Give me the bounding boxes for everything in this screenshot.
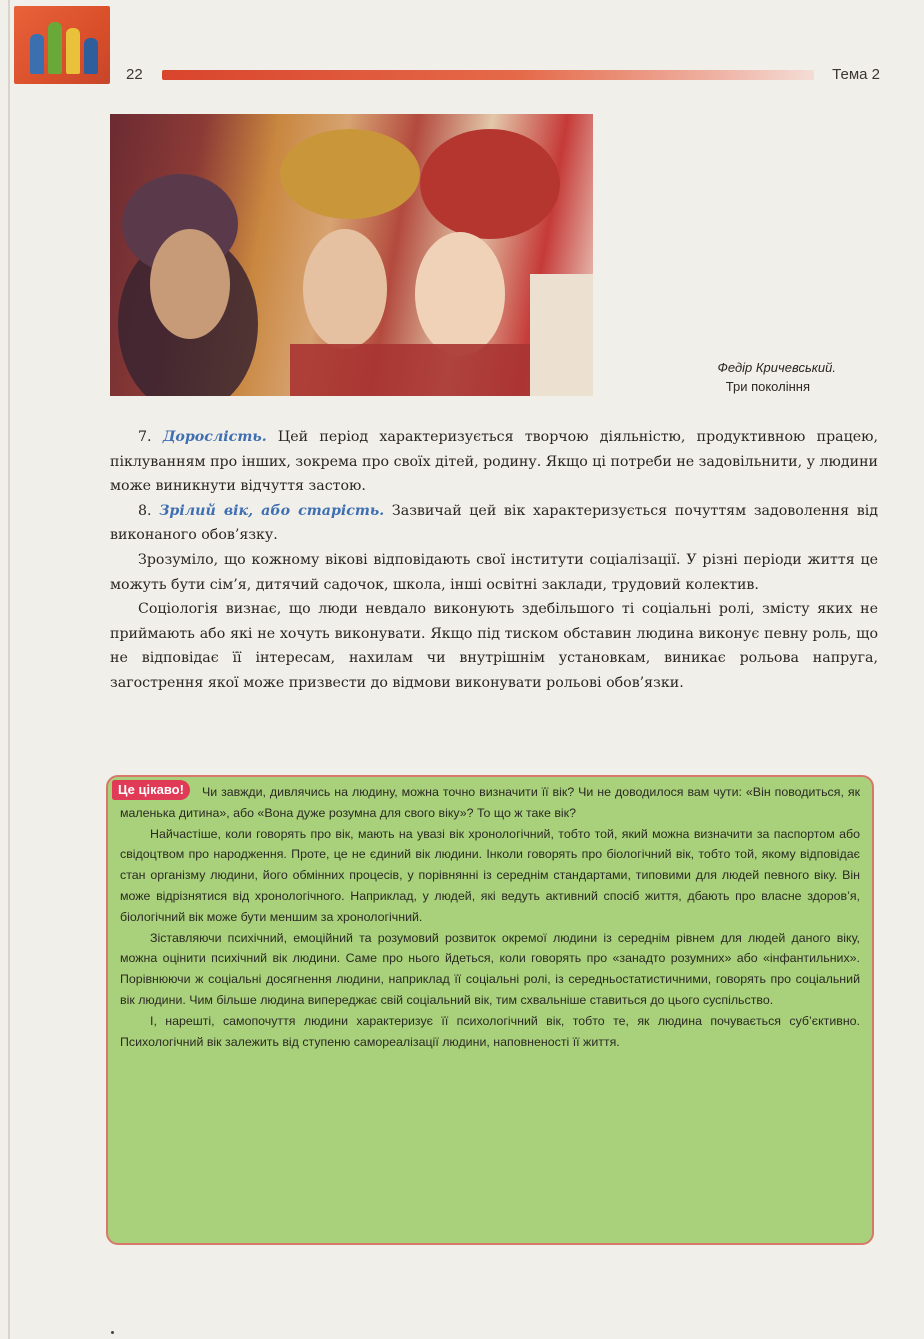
info-paragraph: І, нарешті, самопочуття людини характеризує її психологічний вік, тобто те, як людина почувається суб’єктивно. Психологічний вік залежить від ступеню самореалізації людини, наповненості її життя. — [120, 1013, 860, 1049]
item-text: Зазвичай цей вік характеризується почуттям задоволення від виконаного обов’язку. — [110, 502, 878, 544]
caption-title: Три покоління — [725, 379, 810, 394]
painting-caption — [600, 358, 836, 396]
painting-three-generations — [110, 114, 593, 396]
term-adulthood: Дорослість. — [162, 429, 267, 445]
caption-artist: Федір Кричевський. — [717, 360, 836, 375]
info-paragraph: Найчастіше, коли говорять про вік, мають на увазі вік хронологічний, тобто той, який можна визначити за паспортом або свідоцтвом про народження. Проте, це не єдиний вік людини. Інколи говорять про біологічний вік, тобто той, якому відповідає стан організму людини, його обмінних процесів, у порівнянні із середнім стандартами, типовими для людей певного віку. Він може відрізнятися від хронологічного. Наприклад, у людей, які ведуть активний спосіб життя, дбають про власне здоров’я, біологічний вік може бути меншим за хронологічний. — [120, 826, 860, 924]
info-paragraph: Зіставляючи психічний, емоційний та розумовий розвиток окремої людини із середнім рівнем для людей даного віку, можна оцінити психічний вік людини. Саме про нього йдеться, коли говорять про «занадто розумних» або «інфантильних». Порівнюючи ж соціальні досягнення людини, наприклад її соціальні ролі, із середньостатистичними, говорять про соціальний вік людини. Чим більше людина випереджає свій соціальний вік, тим схвальніше ставиться до цього суспільство. — [120, 930, 860, 1007]
interesting-badge: Це цікаво! — [112, 780, 190, 800]
page-number: 22 — [126, 66, 143, 83]
paragraph-institutions: Зрозуміло, що кожному вікові відповідають свої інститути соціалізації. У різні періоди життя це можуть бути сім’я, дитячий садочок, школа, інші освітні заклади, трудовий колектив. — [110, 551, 878, 593]
item-old-age — [110, 499, 878, 548]
painting-image — [110, 114, 593, 396]
interesting-fact-box — [106, 775, 874, 1245]
binding-edge — [8, 0, 10, 1339]
theme-label: Тема 2 — [832, 66, 880, 83]
main-text — [110, 425, 878, 696]
info-paragraph — [120, 782, 860, 824]
item-number: 7. — [138, 429, 152, 445]
section-logo — [14, 6, 110, 84]
header-rule — [162, 70, 814, 80]
item-adulthood — [110, 425, 878, 499]
item-text: Цей період характеризується творчою діяльністю, продуктивною працею, піклуванням про інших, зокрема про своїх дітей, родину. Якщо ці потреби не задовільнити, у людини може виникнути відчуття застою. — [110, 429, 878, 495]
page-mark — [111, 1331, 114, 1334]
item-number: 8. — [138, 502, 152, 519]
info-intro: Чи завжди, дивлячись на людину, можна точно визначити її вік? Чи не доводилося вам чути: «Він поводиться, як маленька дитина», або «Вона дуже розумна для свого віку»? То що ж таке вік? — [120, 785, 860, 820]
paragraph-sociology: Соціологія визнає, що люди невдало виконують здебільшого ті соціальні ролі, змісту яких не приймають або які не хочуть виконувати. Якщо під тиском обставин людина виконує певну роль, що не відповідає її інтересам, нахилам чи внутрішнім установкам, виникає рольова напруга, загострення якої може призвести до відмови виконувати рольові обов’язки. — [110, 601, 878, 691]
term-old-age: Зрілий вік, або старість. — [159, 502, 385, 519]
